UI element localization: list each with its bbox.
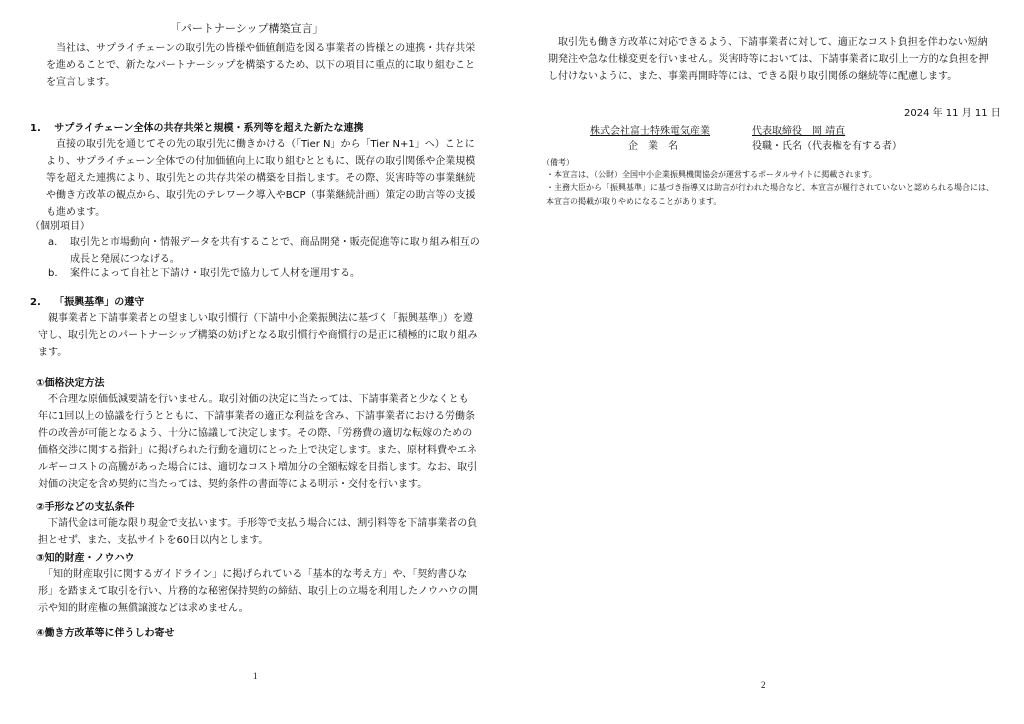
item-a-marker: a. [48, 237, 58, 248]
section2-body: 親事業者と下請事業者との望ましい取引慣行（下請中小企業振興法に基づく「振興基準」）を遵守し、取引先とのパートナーシップ構築の妨げとなる取引慣行や商慣行の是正に積極的に取り組みます。 [38, 313, 478, 358]
declaration-title: 「パートナーシップ構築宣言」 [170, 22, 324, 35]
notes-label: （備考） [542, 158, 574, 167]
work-style-body: 取引先も働き方改革に対応できるよう、下請事業者に対して、適正なコスト負担を伴わない短納期発注や急な仕様変更を行いません。災害時等においては、下請事業者に取引上一方的な負担を押し付けないように、また、事業再開時等には、できる限り取引関係の継続等に配慮します。 [548, 37, 989, 82]
company-label: 企 業 名 [628, 141, 678, 152]
page-number-2: 2 [761, 680, 766, 690]
individual-items-label: （個別項目） [30, 221, 90, 232]
item-b-marker: b. [48, 268, 58, 279]
ip-knowhow-heading: ③知的財産・ノウハウ [36, 553, 135, 564]
section2-heading: 2. 「振興基準」の遵守 [30, 297, 145, 308]
ip-knowhow-body: 「知的財産取引に関するガイドライン」に掲げられている「基本的な考え方」や、「契約書ひな形」を踏まえて取引を行い、片務的な秘密保持契約の締結、取引上の立場を利用したノウハウの開示や知的財産権の無償譲渡などは求めません。 [38, 569, 478, 614]
representative-name: 代表取締役 岡 靖直 [752, 126, 846, 137]
representative-label: 役職・氏名（代表権を有する者） [752, 141, 902, 152]
price-method-body: 不合理な原価低減要請を行いません。取引対価の決定に当たっては、下請事業者と少なくとも年に1回以上の協議を行うとともに、下請事業者の適正な利益を含み、下請事業者における労働条件の改善が可能となるよう、十分に協議して決定します。その際、「労務費の適切な転嫁のための価格交渉に関する指針」に掲げられた行動を適切にとった上で決定します。また、原材料費やエネルギーコストの高騰があった場合には、適切なコスト増加分の全額転嫁を目指します。なお、取引対価の決定を含め契約に当たっては、契約条件の書面等による明示・交付を行います。 [38, 394, 478, 490]
work-style-heading: ④働き方改革等に伴うしわ寄せ [36, 628, 175, 639]
payment-terms-heading: ②手形などの支払条件 [36, 502, 135, 513]
page-number-1: 1 [253, 671, 258, 681]
section1-body: 直接の取引先を通じてその先の取引先に働きかける（「Tier N」から「Tier N+1」へ）ことにより、サプライチェーン全体での付加価値向上に取り組むとともに、既存の取引関係や企業規模等を超えた連携により、取引先との共存共栄の構築を目指します。その際、災害時等の事業継続や働き方改革の観点から、取引先のテレワーク導入やBCP（事業継続計画）策定の助言等の支援も進めます。 [46, 139, 476, 218]
page-2 [512, 0, 1024, 724]
intro-paragraph: 当社は、サプライチェーンの取引先の皆様や価値創造を図る事業者の皆様との連携・共存共栄を進めることで、新たなパートナーシップを構築するため、以下の項目に重点的に取り組むことを宣言します。 [46, 43, 476, 88]
item-b-text: 案件によって自社と下請け・取引先で協力して人材を運用する。 [70, 268, 360, 279]
price-method-heading: ①価格決定方法 [36, 378, 105, 389]
payment-terms-body: 下請代金は可能な限り現金で支払います。手形等で支払う場合には、割引料等を下請事業者の負担とせず、また、支払サイトを60日以内とします。 [38, 518, 478, 546]
note-2: ・主務大臣から「振興基準」に基づき指導又は助言が行われた場合など、本宣言が履行されていないと認められる場合には、本宣言の掲載が取りやめになることがあります。 [546, 183, 994, 206]
company-name: 株式会社富士特殊電気産業 [590, 126, 710, 137]
note-1: ・本宣言は、（公財）全国中小企業振興機関協会が運営するポータルサイトに掲載されます。 [546, 170, 877, 179]
declaration-date: 2024 年 11 月 11 日 [904, 108, 1001, 119]
item-a-text: 取引先と市場動向・情報データを共有することで、商品開発・販売促進等に取り組み相互の成長と発展につなげる。 [70, 237, 480, 265]
section1-heading: 1. サプライチェーン全体の共存共栄と規模・系列等を超えた新たな連携 [30, 123, 364, 134]
